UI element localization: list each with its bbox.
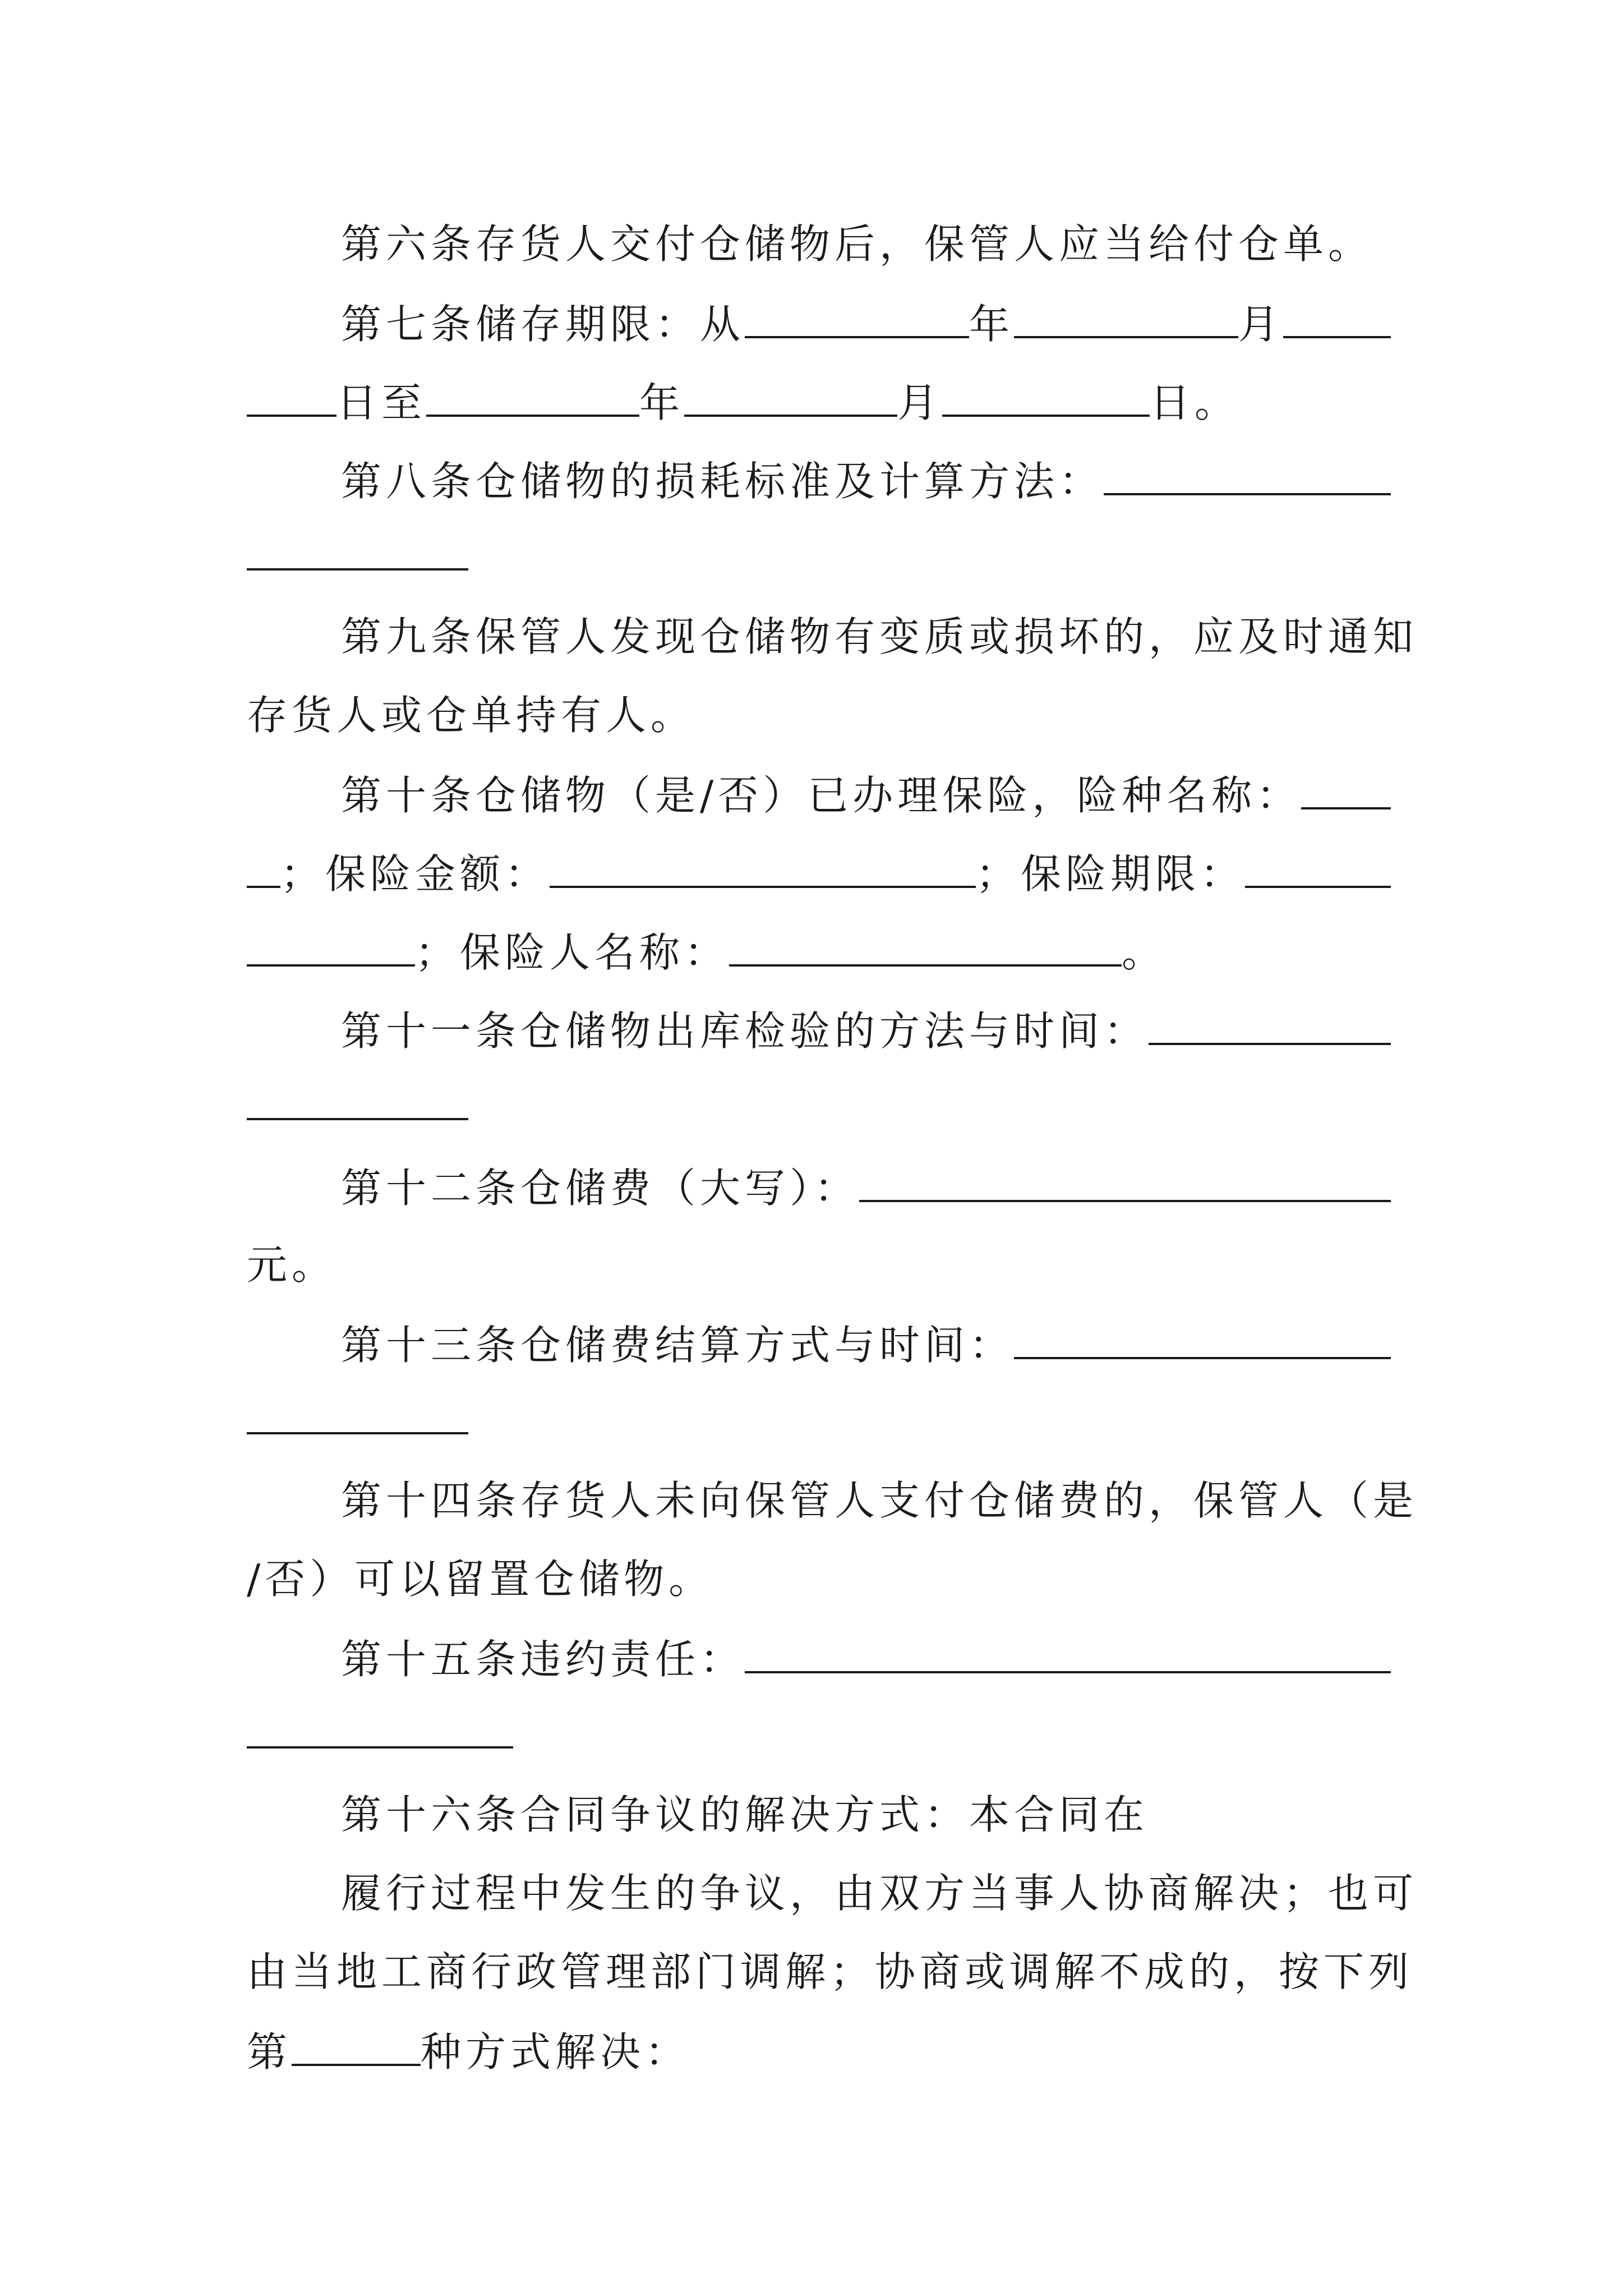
clause-14-line-1 <box>341 1473 1418 1529</box>
clause-15 <box>341 1630 1391 1686</box>
clause-16-text-1: 第十六条合同争议的解决方式：本合同在 <box>341 1791 1149 1838</box>
loss-standard-blank[interactable] <box>1104 452 1391 495</box>
end-year-blank[interactable] <box>426 373 639 417</box>
clause-13-text: 第十三条仓储费结算方式与时间： <box>341 1322 1015 1369</box>
insurer-label: ；保险人名称： <box>415 929 730 976</box>
clause-16-text-2: 履行过程中发生的争议，由双方当事人协商解决；也可 <box>341 1870 1418 1917</box>
start-day-blank-cont[interactable] <box>247 373 336 417</box>
start-day-blank[interactable] <box>1283 295 1391 338</box>
clause-7-label: 第七条储存期限：从 <box>341 301 745 348</box>
clause-16-line-4 <box>247 2022 1391 2078</box>
loss-standard-blank-cont[interactable] <box>247 568 468 570</box>
clause-14-text-1: 第十四条存货人未向保管人支付仓储费的，保管人（是 <box>341 1477 1418 1524</box>
end-month-blank[interactable] <box>684 373 897 417</box>
liability-blank[interactable] <box>745 1630 1391 1673</box>
clause-6-text: 第六条存货人交付仓储物后，保管人应当给付仓单。 <box>341 220 1373 268</box>
clause-15-text: 第十五条违约责任： <box>341 1636 745 1683</box>
end-month-unit: 月 <box>897 379 943 426</box>
clause-8 <box>341 452 1391 508</box>
clause-13 <box>341 1315 1391 1372</box>
clause-12 <box>341 1158 1391 1214</box>
insurance-term-blank[interactable] <box>1245 844 1391 888</box>
clause-16-pre: 第 <box>247 2028 292 2076</box>
clause-9-text-2: 存货人或仓单持有人。 <box>247 692 696 739</box>
insurance-type-blank[interactable] <box>1301 766 1391 809</box>
currency-unit: 元。 <box>247 1241 337 1289</box>
inspection-method-blank[interactable] <box>1149 1001 1391 1045</box>
clause-9-text-1: 第九条保管人发现仓储物有变质或损坏的，应及时通知 <box>341 613 1418 660</box>
clause-8-text: 第八条仓储物的损耗标准及计算方法： <box>341 458 1104 505</box>
start-year-blank[interactable] <box>745 295 969 338</box>
clause-11-text: 第十一条仓储物出库检验的方法与时间： <box>341 1007 1149 1055</box>
clause-7-line-2 <box>247 373 1391 429</box>
start-month-blank[interactable] <box>1014 295 1238 338</box>
clause-9-line-2 <box>247 687 1391 743</box>
insurance-type-blank-cont[interactable] <box>247 844 280 888</box>
insurer-blank[interactable] <box>729 923 1122 967</box>
day-to: 日至 <box>336 379 427 426</box>
clause-16-line-2 <box>341 1865 1418 1921</box>
start-year-unit: 年 <box>969 301 1015 348</box>
clause-10-line-3 <box>247 923 1391 979</box>
insurance-amount-label: ；保险金额： <box>280 850 550 898</box>
clause-10-text: 第十条仓储物（是/否）已办理保险，险种名称： <box>341 772 1302 819</box>
clause-12-line-2 <box>247 1237 1391 1293</box>
clause-11 <box>341 1001 1391 1057</box>
end-day-blank[interactable] <box>942 373 1150 417</box>
insurance-term-label: ；保险期限： <box>976 850 1246 898</box>
clause-9-line-1 <box>341 609 1418 665</box>
clause-14-text-2: /否）可以留置仓储物。 <box>247 1556 714 1603</box>
clause-6 <box>341 216 1391 272</box>
clause-16-line-3 <box>247 1944 1414 2000</box>
end-day-unit: 日。 <box>1150 379 1240 426</box>
start-month-unit: 月 <box>1238 301 1284 348</box>
resolution-method-blank[interactable] <box>292 2022 421 2066</box>
settlement-blank-cont[interactable] <box>247 1432 468 1434</box>
clause-16-line-1 <box>341 1787 1391 1843</box>
liability-blank-cont[interactable] <box>247 1746 513 1749</box>
settlement-blank[interactable] <box>1014 1315 1391 1359</box>
clause-10-line-1 <box>341 766 1391 822</box>
clause-10-line-2 <box>247 844 1391 900</box>
clause-10-end: 。 <box>1122 929 1167 976</box>
insurance-term-blank-cont[interactable] <box>247 923 415 967</box>
clause-14-line-2 <box>247 1551 1391 1607</box>
clause-16-text-3: 由当地工商行政管理部门调解；协商或调解不成的，按下列 <box>247 1948 1414 1995</box>
storage-fee-blank[interactable] <box>859 1158 1391 1202</box>
inspection-method-blank-cont[interactable] <box>247 1118 468 1120</box>
end-year-unit: 年 <box>639 379 685 426</box>
insurance-amount-blank[interactable] <box>550 844 976 888</box>
clause-12-text: 第十二条仓储费（大写）： <box>341 1165 860 1212</box>
clause-16-post: 种方式解决： <box>421 2028 690 2076</box>
clause-7-line-1 <box>341 295 1391 351</box>
